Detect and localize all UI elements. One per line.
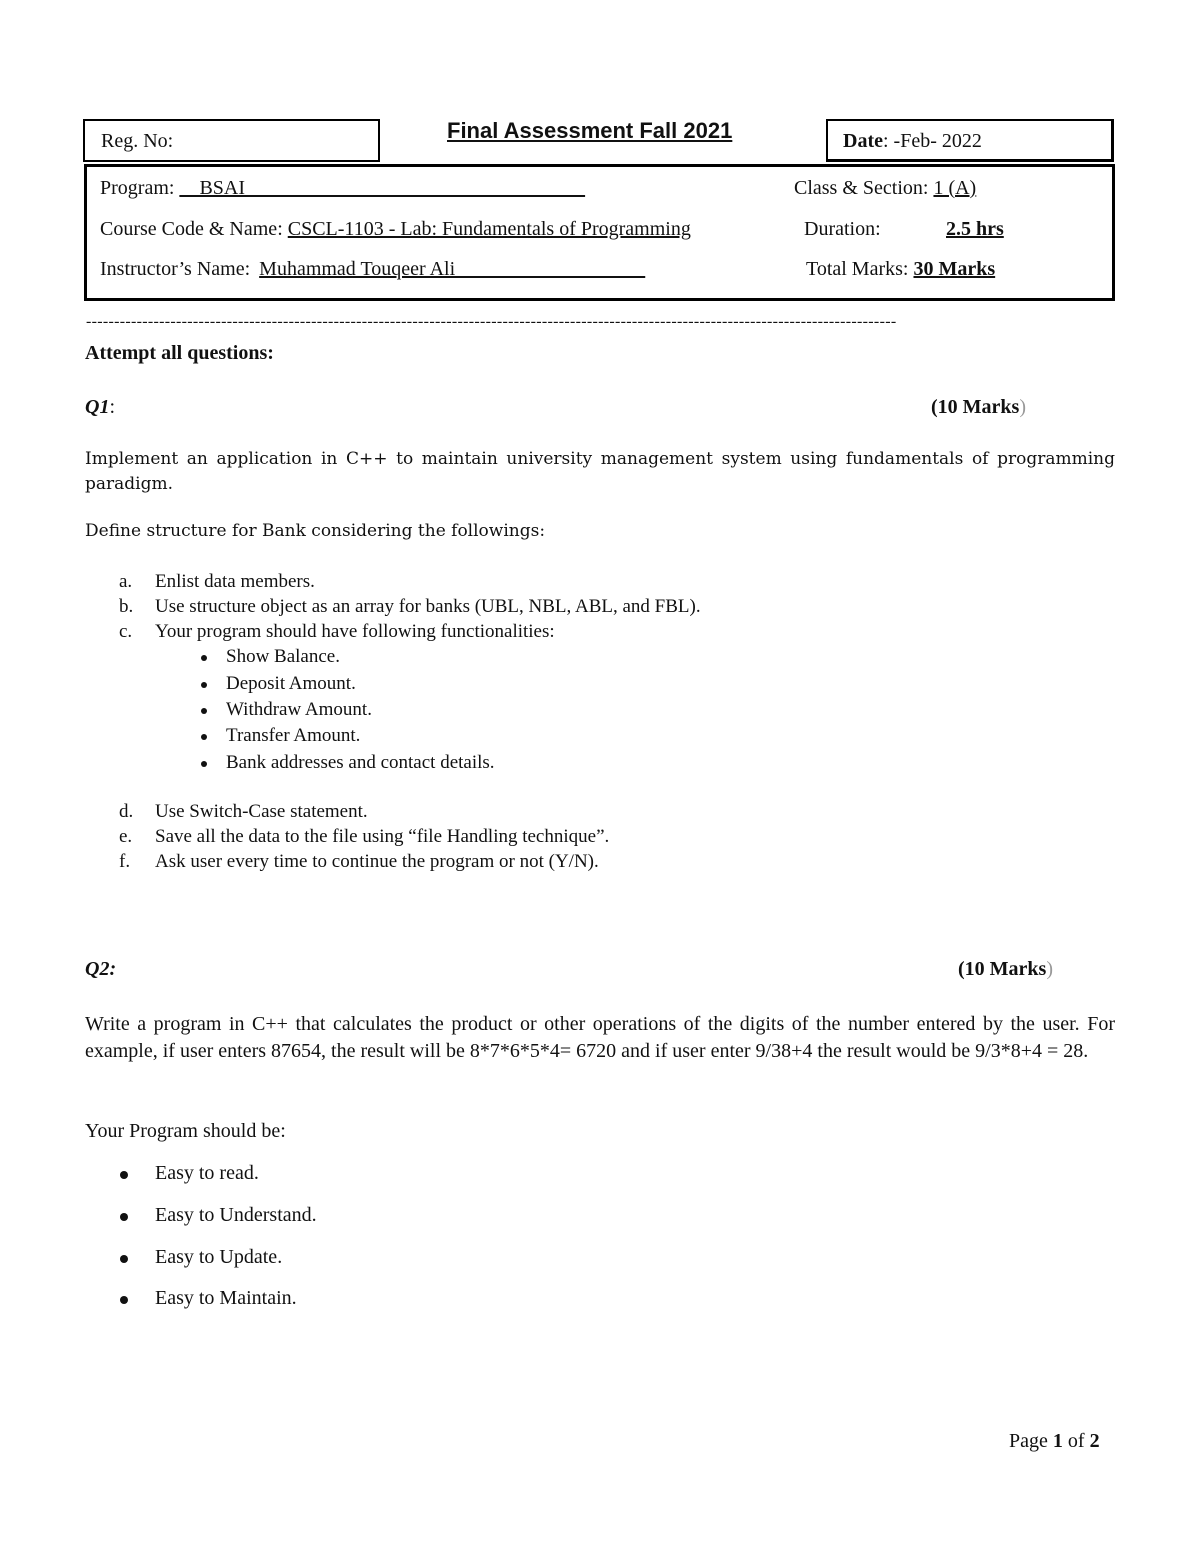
q1-bullet-dot (201, 655, 207, 661)
q1-item-c-letter: c. (119, 621, 133, 642)
q1-item-d-letter: d. (119, 801, 134, 822)
course-label: Course Code & Name: (100, 218, 288, 240)
q2-label: Q2: (85, 958, 117, 980)
q1-bullet-5: Bank addresses and contact details. (226, 752, 495, 773)
instructions-heading: Attempt all questions: (85, 342, 274, 364)
duration-label: Duration: (804, 218, 881, 240)
total-marks-field (806, 258, 995, 281)
q1-bullet-2: Deposit Amount. (226, 673, 356, 694)
program-value: __BSAI__________________________________ (179, 177, 586, 199)
q2-marks-text: (10 Marks (958, 958, 1047, 980)
q2-should-be: Your Program should be: (85, 1120, 286, 1142)
page-word: Page (1009, 1430, 1053, 1452)
q2-bullet-dot (120, 1255, 128, 1263)
q2-bullet-4: Easy to Maintain. (155, 1287, 297, 1309)
page-of-word: of (1062, 1430, 1090, 1452)
q1-item-b-letter: b. (119, 596, 134, 617)
q2-bullet-dot (120, 1171, 128, 1179)
q1-item-a: Enlist data members. (155, 571, 315, 592)
q1-item-a-letter: a. (119, 571, 133, 592)
q1-bullet-4: Transfer Amount. (226, 725, 361, 746)
q2-bullet-dot (120, 1296, 128, 1304)
q1-marks-text: (10 Marks (931, 396, 1020, 418)
q1-item-f-letter: f. (119, 851, 131, 872)
q1-marks-close: ) (1019, 396, 1026, 418)
q2-bullet-2: Easy to Understand. (155, 1204, 317, 1226)
q1-bullet-3: Withdraw Amount. (226, 699, 372, 720)
reg-no-label: Reg. No: (101, 130, 174, 152)
q1-intro: Implement an application in C++ to maintain university management system using fundamentals of programming paradigm. (85, 449, 1115, 494)
q1-item-b: Use structure object as an array for banks (UBL, NBL, ABL, and FBL). (155, 596, 701, 617)
page-current: 1 (1052, 1430, 1063, 1452)
q1-bullet-1: Show Balance. (226, 646, 340, 667)
q1-bullet-dot (201, 682, 207, 688)
q1-item-e-letter: e. (119, 826, 133, 847)
date-label: Date (843, 130, 883, 152)
q2-marks (958, 958, 1053, 981)
course-field (100, 218, 691, 241)
q1-item-e: Save all the data to the file using “file Handling technique”. (155, 826, 610, 847)
instructor-label: Instructor’s Name: (100, 258, 251, 280)
q1-label: Q1 (85, 396, 110, 418)
q1-item-f: Ask user every time to continue the program or not (Y/N). (155, 851, 599, 872)
q1-bullet-dot (201, 761, 207, 767)
page-number (1009, 1430, 1100, 1453)
course-value: CSCL-1103 - Lab: Fundamentals of Programming (287, 218, 691, 240)
class-section-value: 1 (A) (933, 177, 977, 199)
q2-bullet-dot (120, 1213, 128, 1221)
dashed-separator: ------------------------------------------------------------------------------------------------------------------------------------------------ (86, 313, 897, 330)
q1-item-c: Your program should have following functionalities: (155, 621, 555, 642)
class-section-label: Class & Section: (794, 177, 934, 199)
q2-marks-close: ) (1046, 958, 1053, 980)
page-total: 2 (1089, 1430, 1100, 1452)
q1-marks (931, 396, 1026, 419)
page-title: Final Assessment Fall 2021 (447, 118, 733, 143)
q1-bullet-dot (201, 734, 207, 740)
q2-bullet-1: Easy to read. (155, 1162, 259, 1184)
total-marks-label: Total Marks: (806, 258, 914, 280)
duration-value: 2.5 hrs (946, 218, 1004, 240)
instructor-value: Muhammad Touqeer Ali___________________ (259, 258, 646, 280)
q2-body: Write a program in C++ that calculates the product or other operations of the digits of the number entered by the user. For example, if user enters 87654, the result will be 8*7*6*5*4= 6720 and if user enter 9/38+4 the result would be 9/3*8+4 = 28. (85, 1013, 1115, 1062)
q1-bullet-dot (201, 708, 207, 714)
q1-colon: : (109, 396, 116, 418)
total-marks-value: 30 Marks (913, 258, 996, 280)
q2-bullet-3: Easy to Update. (155, 1246, 283, 1268)
q1-heading (85, 396, 115, 419)
instructor-field (100, 258, 645, 281)
class-section-field (794, 177, 976, 200)
program-field (100, 177, 585, 200)
program-label: Program: (100, 177, 180, 199)
date-value: : -Feb- 2022 (882, 130, 982, 152)
date-field (843, 130, 982, 153)
q1-item-d: Use Switch-Case statement. (155, 801, 368, 822)
q1-define: Define structure for Bank considering the followings: (85, 521, 546, 541)
